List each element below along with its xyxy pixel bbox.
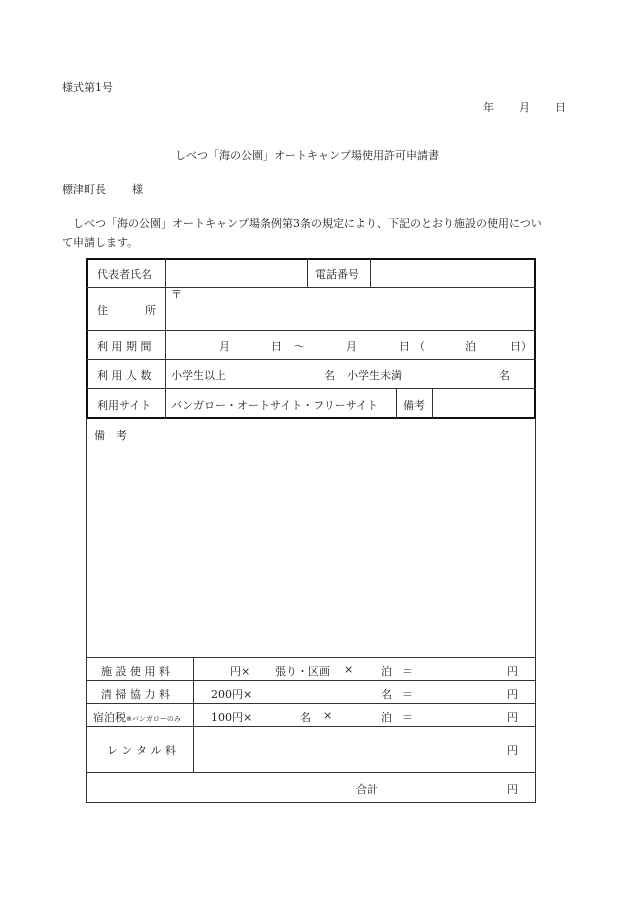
addressee-name: 標津町長 bbox=[62, 183, 106, 196]
lodging-persons: 名 bbox=[300, 711, 311, 724]
people-label: 利 用 人 数 bbox=[97, 369, 152, 382]
lodging-nights: 泊 bbox=[381, 711, 392, 724]
lodging-times: × bbox=[323, 709, 333, 722]
remarks-label: 備 考 bbox=[94, 429, 127, 442]
period-day-1: 日 bbox=[271, 340, 282, 353]
total-yen: 円 bbox=[507, 783, 518, 796]
representative-field[interactable] bbox=[168, 260, 306, 286]
fee-row-divider bbox=[86, 772, 536, 773]
period-label: 利 用 期 間 bbox=[97, 340, 152, 353]
row-divider bbox=[86, 287, 536, 288]
period-day-2: 日 bbox=[399, 340, 410, 353]
form-border-left bbox=[86, 258, 88, 419]
row-divider bbox=[86, 359, 536, 360]
lodging-tax-label bbox=[93, 709, 181, 725]
address-label-2: 所 bbox=[145, 304, 156, 317]
address-label-1: 住 bbox=[97, 304, 108, 317]
people-over-unit: 名 bbox=[324, 369, 335, 382]
row-divider bbox=[86, 330, 536, 331]
facility-times: × bbox=[344, 663, 354, 676]
period-month-1: 月 bbox=[219, 340, 230, 353]
period-nights: 泊 bbox=[465, 340, 476, 353]
remarks-field[interactable] bbox=[88, 442, 534, 656]
intro-line-2: て申請します。 bbox=[62, 236, 139, 249]
facility-yen: 円 bbox=[507, 665, 518, 678]
lodging-yen: 円 bbox=[507, 711, 518, 724]
lower-border-bottom bbox=[86, 802, 536, 803]
fee-row-divider bbox=[86, 680, 536, 681]
facility-tents: 張り・区画 bbox=[275, 665, 330, 678]
people-over-label: 小学生以上 bbox=[171, 369, 226, 382]
phone-divider-left bbox=[307, 258, 308, 287]
rental-fee-label: レ ン タ ル 料 bbox=[107, 744, 176, 757]
cleaning-equals: ＝ bbox=[402, 688, 413, 701]
fee-row-divider bbox=[86, 703, 536, 704]
period-days-close: 日） bbox=[510, 340, 532, 353]
people-under-label: 小学生未満 bbox=[347, 369, 402, 382]
lodging-price: 100円× bbox=[211, 711, 253, 724]
site-notes-divider-left bbox=[396, 388, 397, 418]
row-divider bbox=[86, 388, 536, 389]
lodging-tax-title: 宿泊税 bbox=[93, 711, 126, 724]
lodging-tax-note: ※バンガローのみ bbox=[126, 715, 181, 723]
postal-mark: 〒 bbox=[171, 288, 182, 301]
lower-border-right bbox=[535, 418, 536, 803]
form-number: 様式第1号 bbox=[62, 81, 113, 94]
date-year: 年 bbox=[483, 101, 494, 114]
facility-equals: ＝ bbox=[402, 665, 413, 678]
people-under-unit: 名 bbox=[499, 369, 510, 382]
fee-row-divider bbox=[86, 657, 536, 658]
phone-label: 電話番号 bbox=[315, 268, 359, 281]
period-tilde: 〜 bbox=[294, 340, 305, 353]
fee-row-divider bbox=[86, 726, 536, 727]
site-options[interactable]: バンガロー・オートサイト・フリーサイト bbox=[171, 399, 379, 412]
cleaning-yen: 円 bbox=[507, 688, 518, 701]
phone-divider-right bbox=[370, 258, 371, 287]
label-column-divider bbox=[165, 258, 166, 418]
form-border-right bbox=[534, 258, 536, 419]
cleaning-price: 200円× bbox=[211, 688, 253, 701]
lodging-equals: ＝ bbox=[402, 711, 413, 724]
address-field[interactable] bbox=[168, 289, 533, 329]
site-notes-divider-right bbox=[432, 388, 433, 418]
fee-label-divider bbox=[193, 657, 194, 772]
cleaning-fee-label: 清 掃 協 力 料 bbox=[101, 688, 170, 701]
site-notes-label: 備考 bbox=[403, 399, 425, 412]
form-border-bottom bbox=[86, 417, 536, 419]
date-day: 日 bbox=[555, 101, 566, 114]
phone-field[interactable] bbox=[372, 260, 533, 286]
lower-border-left bbox=[86, 418, 87, 803]
facility-nights: 泊 bbox=[381, 665, 392, 678]
cleaning-persons: 名 bbox=[381, 688, 392, 701]
rental-yen: 円 bbox=[507, 744, 518, 757]
addressee-honorific: 様 bbox=[132, 183, 143, 196]
intro-line-1: しべつ「海の公園」オートキャンプ場条例第3条の規定により、下記のとおり施設の使用につい bbox=[73, 217, 542, 230]
document-title: しべつ「海の公園」オートキャンプ場使用許可申請書 bbox=[175, 149, 439, 162]
period-paren-open: （ bbox=[414, 340, 425, 353]
site-label: 利用サイト bbox=[97, 399, 152, 412]
total-label: 合計 bbox=[356, 783, 378, 796]
facility-yen-times: 円× bbox=[230, 665, 251, 678]
representative-label: 代表者氏名 bbox=[97, 268, 152, 281]
period-month-2: 月 bbox=[346, 340, 357, 353]
date-month: 月 bbox=[519, 101, 530, 114]
site-notes-field[interactable] bbox=[434, 390, 533, 417]
facility-fee-label: 施 設 使 用 料 bbox=[101, 665, 170, 678]
